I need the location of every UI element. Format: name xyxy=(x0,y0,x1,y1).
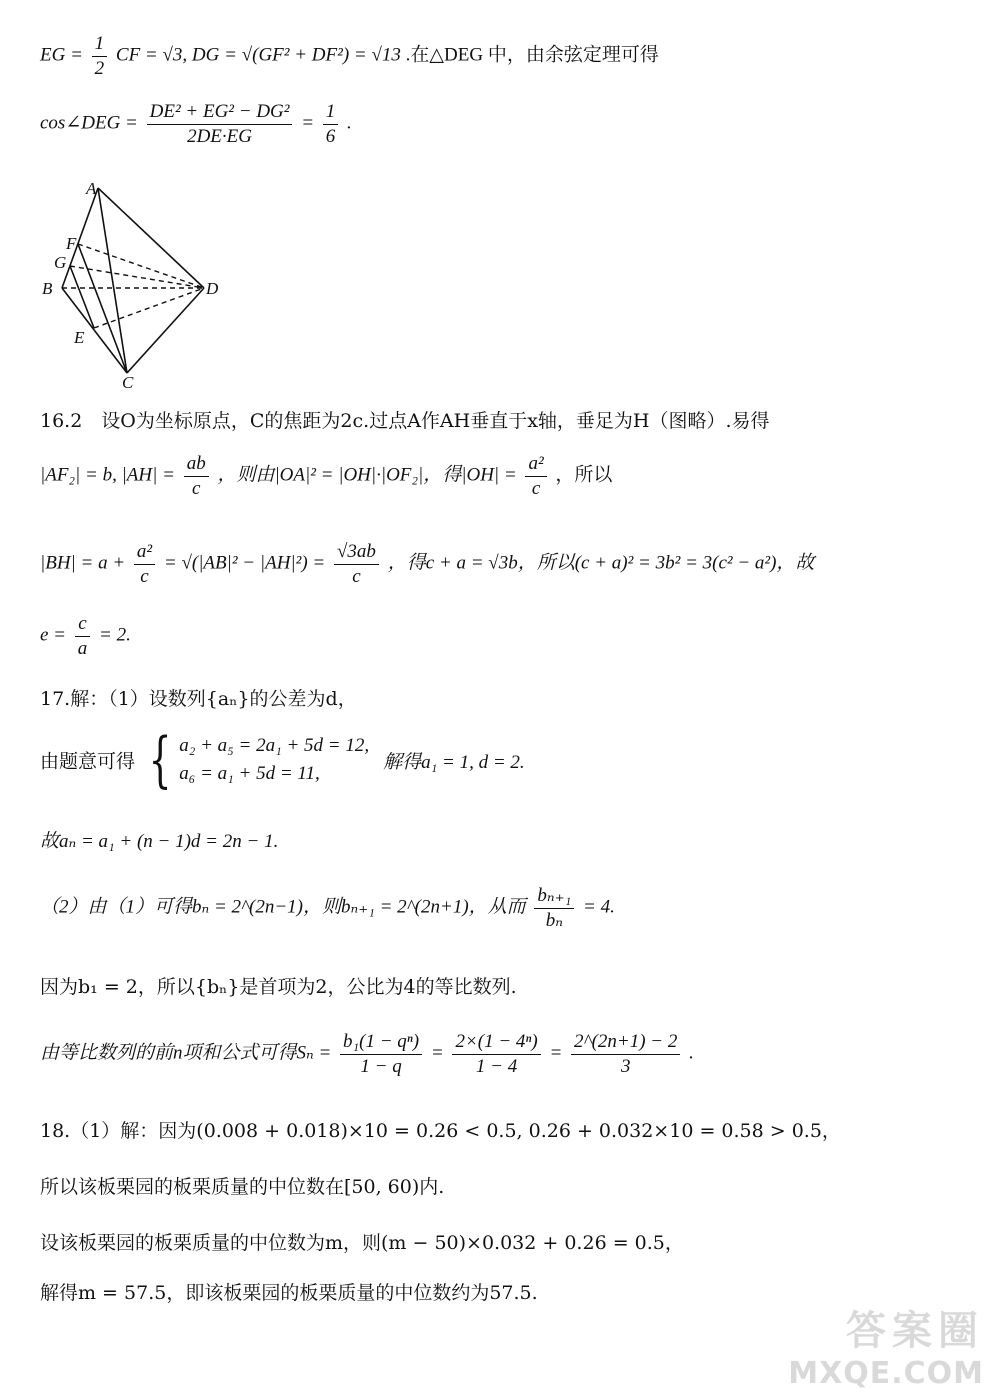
cos-label: cos∠DEG = xyxy=(40,112,143,134)
sixth-den: 6 xyxy=(325,125,336,147)
q17-line4 xyxy=(40,884,960,933)
eg-line xyxy=(40,32,960,81)
ab-den: c xyxy=(191,477,201,499)
label-E: E xyxy=(74,328,85,347)
q18-line1: 18.（1）解：因为(0.008 + 0.018)×10 = 0.26 < 0.5, 0.26 + 0.032×10 = 0.58 > 0.5， xyxy=(40,1120,841,1142)
q16-line4 xyxy=(40,612,960,661)
sn-frac-1 xyxy=(340,1030,422,1079)
eg-expr-start: EG = xyxy=(40,44,88,66)
equation-system xyxy=(141,725,370,795)
label-A: A xyxy=(86,179,97,198)
tetrahedron-figure xyxy=(30,178,240,393)
q16-e: e = xyxy=(40,624,71,646)
a2-den: c xyxy=(531,477,541,499)
label-F: F xyxy=(66,234,77,253)
sn-frac-2 xyxy=(452,1030,540,1079)
q17-ratio-result: = 4. xyxy=(583,896,615,918)
q16-line2 xyxy=(40,452,960,501)
left-brace: { xyxy=(148,725,172,795)
sixth-num: 1 xyxy=(323,100,339,125)
q17-line3: 故aₙ = a₁ + (n − 1)d = 2n − 1. xyxy=(40,831,279,852)
sn-end: . xyxy=(689,1042,694,1064)
sn1-num: b₁(1 − qⁿ) xyxy=(340,1030,422,1055)
c-num: c xyxy=(75,612,91,637)
sqrt3ab-num: √3ab xyxy=(334,540,379,565)
half-num: 1 xyxy=(92,32,108,57)
q18-line3: 设该板栗园的板栗质量的中位数为m，则(m − 50)×0.032 + 0.26 = 0.5， xyxy=(40,1232,684,1254)
a-den: a xyxy=(77,637,88,659)
q18-line2: 所以该板栗园的板栗质量的中位数在[50, 60)内. xyxy=(40,1176,445,1198)
edge-ED xyxy=(94,288,204,328)
half-fraction xyxy=(92,32,108,81)
edge-FC xyxy=(78,244,127,373)
label-B: B xyxy=(42,279,53,298)
q16-oh-text: ，则由|OA|² = |OH|·|OF₂|，得|OH| = xyxy=(217,464,522,486)
q17-bn-text: （2）由（1）可得bₙ = 2^(2n−1)，则bₙ₊₁ = 2^(2n+1)，从而 xyxy=(40,896,526,918)
label-C: C xyxy=(122,373,134,392)
system-row-2: a₆ = a₁ + 5d = 11, xyxy=(179,763,320,784)
cos-den: 2DE·EG xyxy=(187,125,252,147)
q18-line4: 解得m = 57.5，即该板栗园的板栗质量的中位数约为57.5. xyxy=(40,1282,538,1304)
q16-result-text: ，得c + a = √3b，所以(c + a)² = 3b² = 3(c² − a²)，故 xyxy=(387,552,815,574)
q16-e-result: = 2. xyxy=(99,624,131,646)
q16-bh: |BH| = a + xyxy=(40,552,130,574)
ab-num: ab xyxy=(184,452,209,477)
half-den: 2 xyxy=(94,57,105,79)
edge-FD xyxy=(78,244,204,288)
cos-eq: = xyxy=(301,112,319,134)
q17-line2 xyxy=(40,725,960,795)
q16-af2: |AF₂| = b, |AH| = xyxy=(40,464,180,486)
label-D: D xyxy=(206,279,219,298)
cos-line xyxy=(40,100,960,149)
watermark-text: 答案圈 xyxy=(846,1308,984,1354)
cosine-law-text: .在△DEG 中，由余弦定理可得 xyxy=(405,44,659,66)
bn-den: bₙ xyxy=(545,909,563,931)
edge-AC xyxy=(98,188,127,373)
sn2-den: 1 − 4 xyxy=(475,1055,518,1077)
cos-fraction xyxy=(147,100,293,149)
watermark-logo xyxy=(788,1299,984,1391)
edge-BC xyxy=(62,288,127,373)
q16-line3 xyxy=(40,540,960,589)
eg-expr-rest: CF = √3, DG = √(GF² + DF²) = √13 xyxy=(115,44,401,66)
bh-a2-over-c xyxy=(134,540,155,589)
sixth-fraction xyxy=(323,100,339,149)
bn1-num: bₙ₊₁ xyxy=(534,884,574,909)
cos-end: . xyxy=(347,112,352,134)
sqrt3ab-over-c xyxy=(334,540,379,589)
watermark-url: MXQE.COM xyxy=(788,1356,984,1391)
sn3-num: 2^(2n+1) − 2 xyxy=(571,1030,680,1055)
bn-ratio xyxy=(534,884,574,933)
label-G: G xyxy=(54,253,67,272)
q17-solve: 解得a₁ = 1, d = 2. xyxy=(383,751,525,773)
sn-eq-1: = xyxy=(430,1042,449,1064)
q17-line1: 17.解：（1）设数列{aₙ}的公差为d， xyxy=(40,688,357,710)
sqrt3ab-den: c xyxy=(352,565,361,587)
edge-CD xyxy=(127,288,204,373)
sn-frac-3 xyxy=(571,1030,680,1079)
ab-over-c xyxy=(184,452,209,501)
q17-line6 xyxy=(40,1030,960,1079)
q16-suoyi: ，所以 xyxy=(555,464,613,486)
a2-over-c xyxy=(525,452,546,501)
q17-sn-text: 由等比数列的前n项和公式可得Sₙ = xyxy=(40,1042,337,1064)
sn1-den: 1 − q xyxy=(360,1055,402,1077)
q17-from-text: 由题意可得 xyxy=(40,750,136,773)
system-row-1: a₂ + a₅ = 2a₁ + 5d = 12, xyxy=(179,735,370,756)
bh-a2-den: c xyxy=(140,565,149,587)
a2-num: a² xyxy=(525,452,546,477)
q17-line5: 因为b₁ = 2，所以{bₙ}是首项为2，公比为4的等比数列. xyxy=(40,976,517,998)
sn2-num: 2×(1 − 4ⁿ) xyxy=(452,1030,540,1055)
cos-num: DE² + EG² − DG² xyxy=(147,100,293,125)
q16-sqrt: = √(|AB|² − |AH|²) = xyxy=(163,552,330,574)
edge-AD xyxy=(98,188,204,288)
c-over-a xyxy=(75,612,91,661)
bh-a2-num: a² xyxy=(134,540,155,565)
sn-eq-2: = xyxy=(549,1042,568,1064)
sn3-den: 3 xyxy=(620,1055,631,1077)
q16-line1: 16.2 设O为坐标原点，C的焦距为2c.过点A作AH垂直于x轴，垂足为H（图略）.易得 xyxy=(40,410,770,432)
